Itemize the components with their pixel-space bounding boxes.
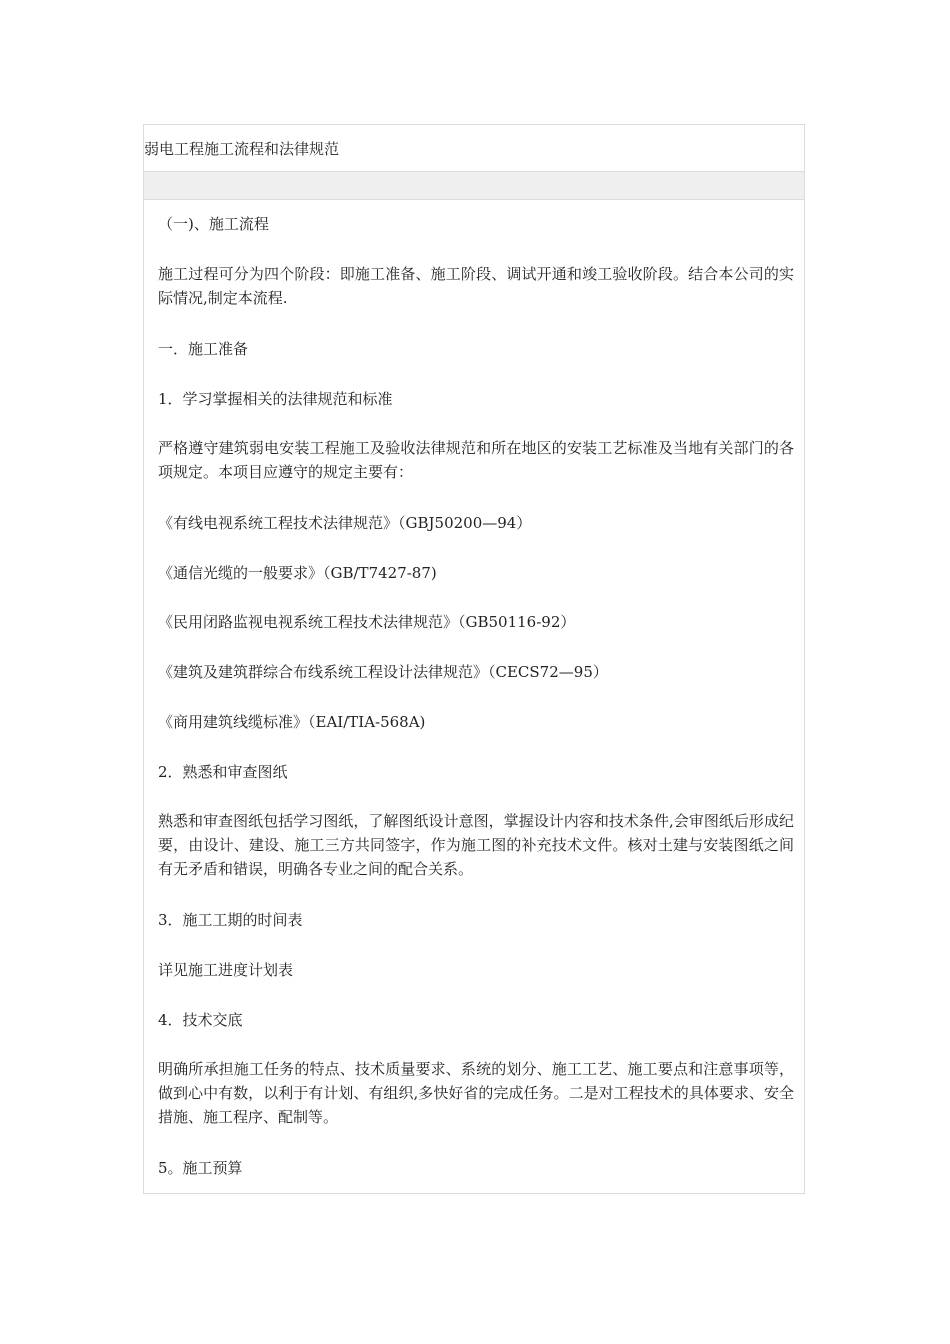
subsection-heading: 4．技术交底	[158, 1011, 243, 1029]
section-heading: 一．施工准备	[158, 340, 249, 358]
standard-item: 《民用闭路监视电视系统工程技术法律规范》（GB50116-92）	[158, 613, 576, 631]
standard-item: 《通信光缆的一般要求》（GB/T7427-87)	[158, 564, 437, 582]
standard-item: 《商用建筑线缆标准》（EAI/TIA-568A)	[158, 713, 426, 731]
body-paragraph: 熟悉和审查图纸包括学习图纸，了解图纸设计意图，掌握设计内容和技术条件,会审图纸后形成纪要，由设计、建设、施工三方共同签字，作为施工图的补充技术文件。核对土建与安装图纸之间有无矛盾和错误，明确各专业之间的配合关系。	[158, 812, 794, 878]
body-paragraph: 严格遵守建筑弱电安装工程施工及验收法律规范和所在地区的安装工艺标准及当地有关部门的各项规定。本项目应遵守的规定主要有：	[158, 439, 794, 481]
section-heading: （一)、施工流程	[158, 215, 269, 233]
body-paragraph: 施工过程可分为四个阶段：即施工准备、施工阶段、调试开通和竣工验收阶段。结合本公司的实际情况,制定本流程.	[158, 265, 794, 307]
subsection-heading: 1．学习掌握相关的法律规范和标准	[158, 390, 393, 408]
document-title: 弱电工程施工流程和法律规范	[144, 140, 340, 158]
subsection-heading: 2．熟悉和审查图纸	[158, 763, 288, 781]
standard-item: 《有线电视系统工程技术法律规范》（GBJ50200—94）	[158, 514, 532, 532]
subsection-heading: 5。施工预算	[158, 1159, 243, 1177]
document-body	[143, 199, 805, 1194]
title-separator-bar	[143, 172, 805, 199]
standard-item: 《建筑及建筑群综合布线系统工程设计法律规范》（CECS72—95）	[158, 663, 608, 681]
body-paragraph: 详见施工进度计划表	[158, 961, 294, 979]
subsection-heading: 3．施工工期的时间表	[158, 911, 303, 929]
document-title-box	[143, 124, 805, 172]
body-paragraph: 明确所承担施工任务的特点、技术质量要求、系统的划分、施工工艺、施工要点和注意事项等，做到心中有数，以利于有计划、有组织,多快好省的完成任务。二是对工程技术的具体要求、安全措施、施工程序、配制等。	[158, 1060, 794, 1126]
